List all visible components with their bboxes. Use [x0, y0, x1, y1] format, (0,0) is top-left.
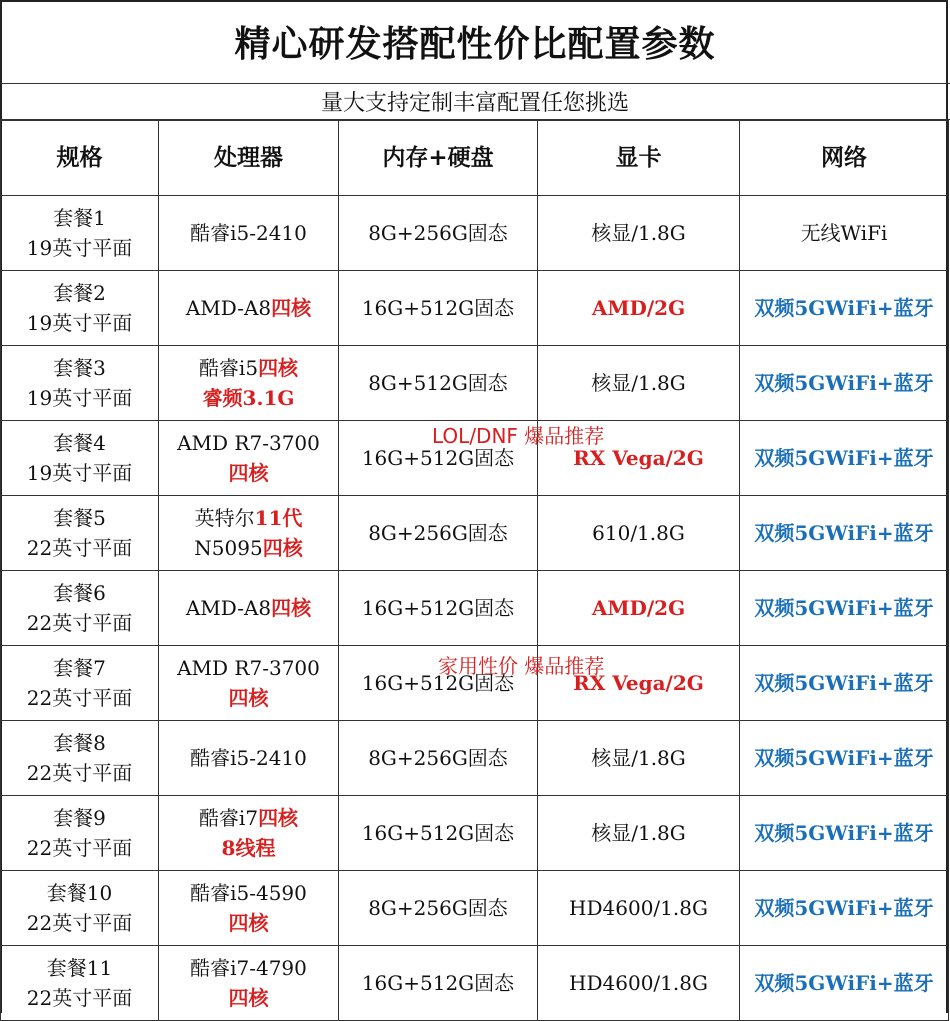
spec-cell	[1, 796, 159, 871]
spec-cell	[1, 646, 159, 721]
cpu-model: AMD-A8	[185, 596, 272, 620]
cpu-cell	[159, 271, 339, 346]
screen-size: 22英寸平面	[26, 761, 133, 785]
cpu-line-2	[159, 458, 338, 488]
cpu-highlight-2: 睿频3.1G	[202, 386, 295, 410]
cpu-highlight: 四核	[271, 596, 312, 620]
package-name: 套餐9	[53, 806, 106, 830]
cpu-cell	[159, 871, 339, 946]
network-cell: 双频5GWiFi+蓝牙	[740, 421, 949, 496]
table-row	[1, 271, 949, 346]
cpu-cell	[159, 721, 339, 796]
cpu-line-1	[159, 593, 338, 623]
package-name: 套餐11	[46, 956, 113, 980]
header-gpu: 显卡	[538, 121, 740, 196]
gpu-cell: 核显/1.8G	[538, 196, 740, 271]
page-subtitle: 量大支持定制丰富配置任您挑选	[320, 91, 629, 116]
network-cell: 双频5GWiFi+蓝牙	[740, 571, 949, 646]
cpu-model: 酷睿i5-2410	[190, 746, 307, 770]
network-cell: 双频5GWiFi+蓝牙	[740, 871, 949, 946]
cpu-line-1	[159, 293, 338, 323]
cpu-cell	[159, 796, 339, 871]
screen-size: 22英寸平面	[26, 986, 133, 1010]
header-cpu: 处理器	[159, 121, 339, 196]
spec-cell	[1, 346, 159, 421]
cpu-line-2	[159, 683, 338, 713]
cpu-highlight-2: 四核	[262, 536, 303, 560]
memory-cell: 8G+256G固态	[339, 721, 538, 796]
cpu-line-1	[159, 803, 338, 833]
package-name: 套餐3	[53, 356, 106, 380]
table-header-row	[1, 121, 949, 196]
gpu-cell: 核显/1.8G	[538, 346, 740, 421]
table-row	[1, 871, 949, 946]
network-cell: 双频5GWiFi+蓝牙	[740, 946, 949, 1021]
spec-cell	[1, 196, 159, 271]
package-name: 套餐10	[46, 881, 113, 905]
spec-cell	[1, 721, 159, 796]
package-name: 套餐4	[53, 431, 106, 455]
cpu-line-2	[159, 908, 338, 938]
memory-cell: 16G+512G固态	[339, 271, 538, 346]
screen-size: 19英寸平面	[26, 311, 133, 335]
network-cell: 无线WiFi	[740, 196, 949, 271]
cpu-model: 英特尔	[194, 506, 255, 530]
cpu-highlight: 四核	[258, 806, 299, 830]
cpu-line-1	[159, 503, 338, 533]
gpu-cell: 核显/1.8G	[538, 796, 740, 871]
cpu-cell	[159, 571, 339, 646]
cpu-model: 酷睿i5	[198, 356, 259, 380]
gpu-cell: AMD/2G	[538, 271, 740, 346]
screen-size: 19英寸平面	[26, 236, 133, 260]
promo-label-lol: LOL/DNF 爆品推荐	[432, 424, 605, 448]
page-title: 精心研发搭配性价比配置参数	[234, 24, 716, 65]
package-name: 套餐1	[53, 206, 106, 230]
memory-cell: 8G+256G固态	[339, 496, 538, 571]
gpu-cell: 核显/1.8G	[538, 721, 740, 796]
screen-size: 22英寸平面	[26, 611, 133, 635]
screen-size: 22英寸平面	[26, 536, 133, 560]
gpu-cell: RX Vega/2G	[538, 421, 740, 496]
gpu-cell: HD4600/1.8G	[538, 946, 740, 1021]
cpu-cell	[159, 946, 339, 1021]
table-row	[1, 496, 949, 571]
gpu-cell: HD4600/1.8G	[538, 871, 740, 946]
table-row	[1, 196, 949, 271]
spec-cell	[1, 421, 159, 496]
header-spec: 规格	[1, 121, 159, 196]
cpu-highlight-2: 四核	[228, 461, 269, 485]
spec-cell	[1, 496, 159, 571]
cpu-highlight: 四核	[271, 296, 312, 320]
cpu-highlight-2: 四核	[228, 986, 269, 1010]
cpu-highlight-2: 四核	[228, 911, 269, 935]
cpu-model: 酷睿i7	[198, 806, 259, 830]
network-cell: 双频5GWiFi+蓝牙	[740, 346, 949, 421]
spec-cell	[1, 871, 159, 946]
table-row	[1, 346, 949, 421]
screen-size: 22英寸平面	[26, 686, 133, 710]
network-cell: 双频5GWiFi+蓝牙	[740, 271, 949, 346]
table-row	[1, 796, 949, 871]
cpu-line-1	[159, 743, 338, 773]
gpu-cell: AMD/2G	[538, 571, 740, 646]
memory-cell: 16G+512G固态	[339, 421, 538, 496]
cpu-cell	[159, 346, 339, 421]
package-name: 套餐2	[53, 281, 106, 305]
network-cell: 双频5GWiFi+蓝牙	[740, 796, 949, 871]
gpu-cell: 610/1.8G	[538, 496, 740, 571]
memory-cell: 16G+512G固态	[339, 571, 538, 646]
network-cell: 双频5GWiFi+蓝牙	[740, 646, 949, 721]
cpu-cell	[159, 646, 339, 721]
package-name: 套餐8	[53, 731, 106, 755]
header-memory: 内存+硬盘	[339, 121, 538, 196]
cpu-line-1	[159, 953, 338, 983]
spec-table	[0, 120, 949, 1021]
cpu-line-1	[159, 353, 338, 383]
package-name: 套餐5	[53, 506, 106, 530]
cpu-line-1	[159, 428, 338, 458]
cpu-line-1	[159, 653, 338, 683]
memory-cell: 16G+512G固态	[339, 946, 538, 1021]
gpu-cell: RX Vega/2G	[538, 646, 740, 721]
title-bar	[0, 0, 950, 84]
cpu-model: AMD-A8	[185, 296, 272, 320]
cpu-model: 酷睿i5-4590	[190, 881, 307, 905]
spec-cell	[1, 271, 159, 346]
table-row	[1, 571, 949, 646]
cpu-model: AMD R7-3700	[177, 656, 320, 680]
cpu-model-2: N5095	[194, 536, 263, 560]
cpu-highlight-2: 四核	[228, 686, 269, 710]
header-network: 网络	[740, 121, 949, 196]
cpu-model: 酷睿i7-4790	[190, 956, 307, 980]
cpu-highlight: 四核	[258, 356, 299, 380]
spec-cell	[1, 946, 159, 1021]
cpu-line-1	[159, 218, 338, 248]
subtitle-bar	[0, 84, 950, 120]
cpu-line-2	[159, 833, 338, 863]
package-name: 套餐7	[53, 656, 106, 680]
cpu-cell	[159, 196, 339, 271]
cpu-line-2	[159, 533, 338, 563]
table-row	[1, 946, 949, 1021]
screen-size: 19英寸平面	[26, 461, 133, 485]
spec-cell	[1, 571, 159, 646]
table-body	[1, 196, 949, 1021]
table-row	[1, 721, 949, 796]
cpu-highlight-2: 8线程	[221, 836, 276, 860]
memory-cell: 16G+512G固态	[339, 646, 538, 721]
package-name: 套餐6	[53, 581, 106, 605]
memory-cell: 16G+512G固态	[339, 796, 538, 871]
memory-cell: 8G+256G固态	[339, 196, 538, 271]
cpu-highlight: 11代	[254, 506, 303, 530]
cpu-model: 酷睿i5-2410	[190, 221, 307, 245]
screen-size: 22英寸平面	[26, 836, 133, 860]
screen-size: 22英寸平面	[26, 911, 133, 935]
memory-cell: 8G+512G固态	[339, 346, 538, 421]
screen-size: 19英寸平面	[26, 386, 133, 410]
cpu-line-1	[159, 878, 338, 908]
cpu-line-2	[159, 983, 338, 1013]
cpu-model: AMD R7-3700	[177, 431, 320, 455]
cpu-line-2	[159, 383, 338, 413]
cpu-cell	[159, 496, 339, 571]
cpu-cell	[159, 421, 339, 496]
network-cell: 双频5GWiFi+蓝牙	[740, 721, 949, 796]
promo-label-home: 家用性价 爆品推荐	[438, 654, 605, 678]
memory-cell: 8G+256G固态	[339, 871, 538, 946]
network-cell: 双频5GWiFi+蓝牙	[740, 496, 949, 571]
